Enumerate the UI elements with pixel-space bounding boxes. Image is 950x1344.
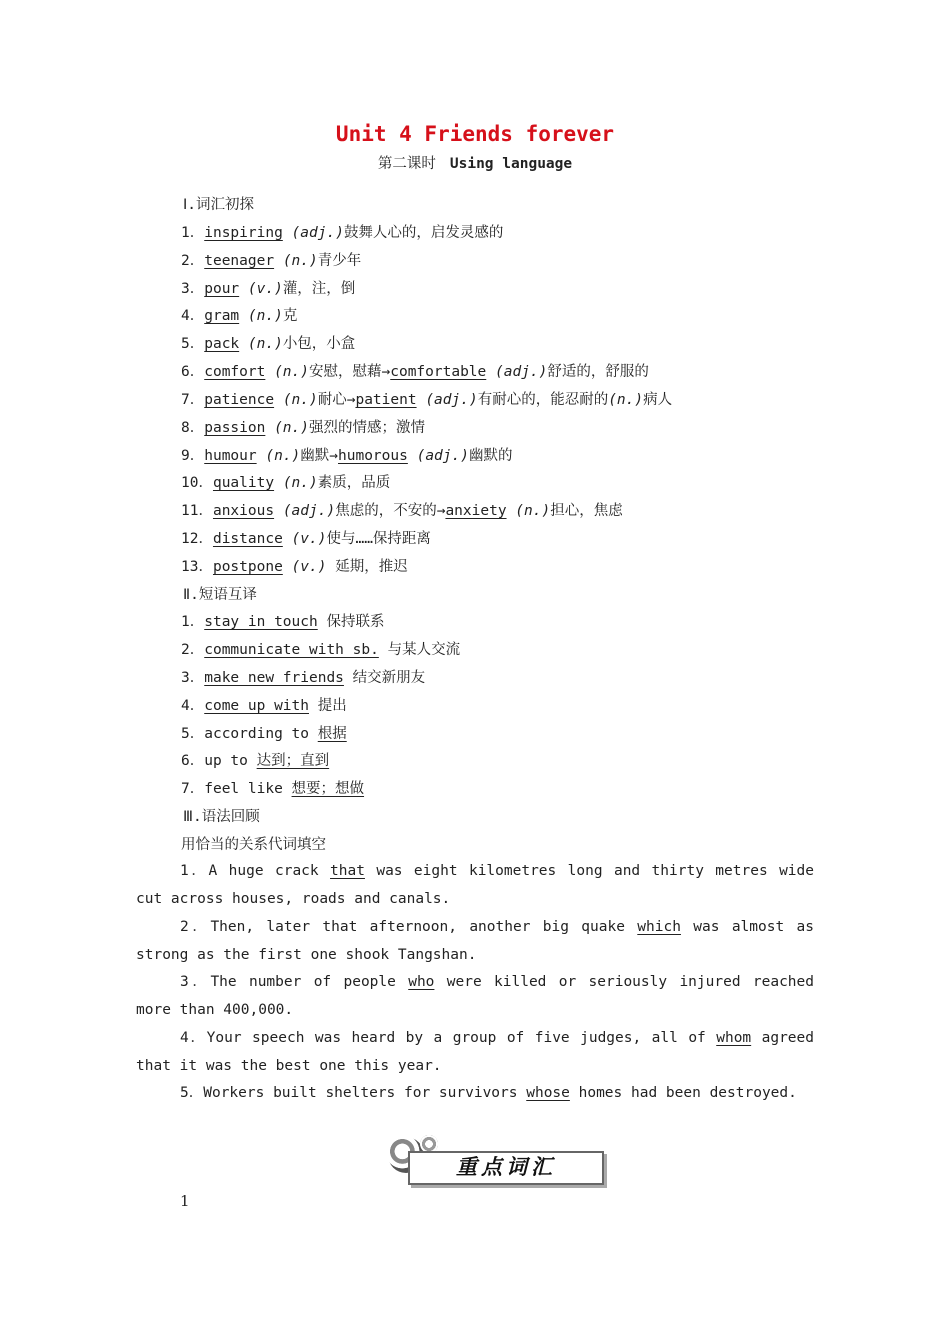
phrase-item: 2．communicate with sb. 与某人交流 bbox=[181, 642, 461, 658]
phrase-item: 1．stay in touch 保持联系 bbox=[181, 614, 385, 630]
section-3-heading: Ⅲ.语法回顾 bbox=[183, 809, 260, 825]
vocab-item: 6．comfort (n.)安慰，慰藉→comfortable (adj.)舒适的，舒服的 bbox=[181, 364, 649, 380]
vocab-item: 11．anxious (adj.)焦虑的，不安的→anxiety (n.)担心，焦虑 bbox=[181, 503, 623, 519]
grammar-sentence: 1．A huge crack that was eight kilometres long and thirty metres wide cut across houses, roads and canals. bbox=[136, 863, 814, 907]
grammar-sentence: 4．Your speech was heard by a group of five judges, all of whom agreed that it was the best one this year. bbox=[136, 1030, 814, 1074]
vocab-item: 13．postpone (v.) 延期，推迟 bbox=[181, 559, 408, 575]
unit-title: Unit 4 Friends forever bbox=[335, 122, 615, 146]
phrase-item: 3．make new friends 结交新朋友 bbox=[181, 670, 426, 686]
grammar-sentence: 2．Then, later that afternoon, another big quake which was almost as strong as the first one shook Tangshan. bbox=[136, 919, 814, 963]
lesson-number: 第二课时 bbox=[377, 156, 436, 172]
grammar-sentence: 5．Workers built shelters for survivors whose homes had been destroyed. bbox=[180, 1085, 797, 1101]
lesson-topic: Using language bbox=[449, 156, 573, 172]
phrase-item: 4．come up with 提出 bbox=[181, 698, 347, 714]
grammar-instruction: 用恰当的关系代词填空 bbox=[181, 837, 326, 853]
vocab-item: 12．distance (v.)使与……保持距离 bbox=[181, 531, 431, 547]
section-badge bbox=[388, 1135, 604, 1187]
lesson-subtitle bbox=[0, 152, 950, 173]
section-2-heading: Ⅱ.短语互译 bbox=[183, 587, 257, 603]
vocab-item: 1．inspiring (adj.)鼓舞人心的，启发灵感的 bbox=[181, 225, 504, 241]
vocab-item: 5．pack (n.)小包，小盒 bbox=[181, 336, 356, 352]
vocab-item: 4．gram (n.)克 bbox=[181, 308, 298, 324]
page-number: 1 bbox=[180, 1192, 190, 1210]
grammar-sentence: 3．The number of people who were killed or seriously injured reached more than 400,000. bbox=[136, 974, 814, 1018]
phrase-item: 7．feel like 想要；想做 bbox=[181, 781, 365, 797]
phrase-item: 5．according to 根据 bbox=[181, 726, 347, 742]
badge-label: 重点词汇 bbox=[456, 1155, 556, 1179]
vocab-item: 8．passion (n.)强烈的情感；激情 bbox=[181, 420, 425, 436]
section-1-heading: Ⅰ.词汇初探 bbox=[183, 197, 255, 213]
vocab-item: 9．humour (n.)幽默→humorous (adj.)幽默的 bbox=[181, 448, 513, 464]
vocab-item: 3．pour (v.)灌，注，倒 bbox=[181, 281, 356, 297]
vocab-item: 2．teenager (n.)青少年 bbox=[181, 253, 362, 269]
phrase-item: 6．up to 达到；直到 bbox=[181, 753, 330, 769]
vocab-item: 7．patience (n.)耐心→patient (adj.)有耐心的，能忍耐的(n.)病人 bbox=[181, 392, 673, 408]
vocab-item: 10．quality (n.)素质，品质 bbox=[181, 475, 391, 491]
